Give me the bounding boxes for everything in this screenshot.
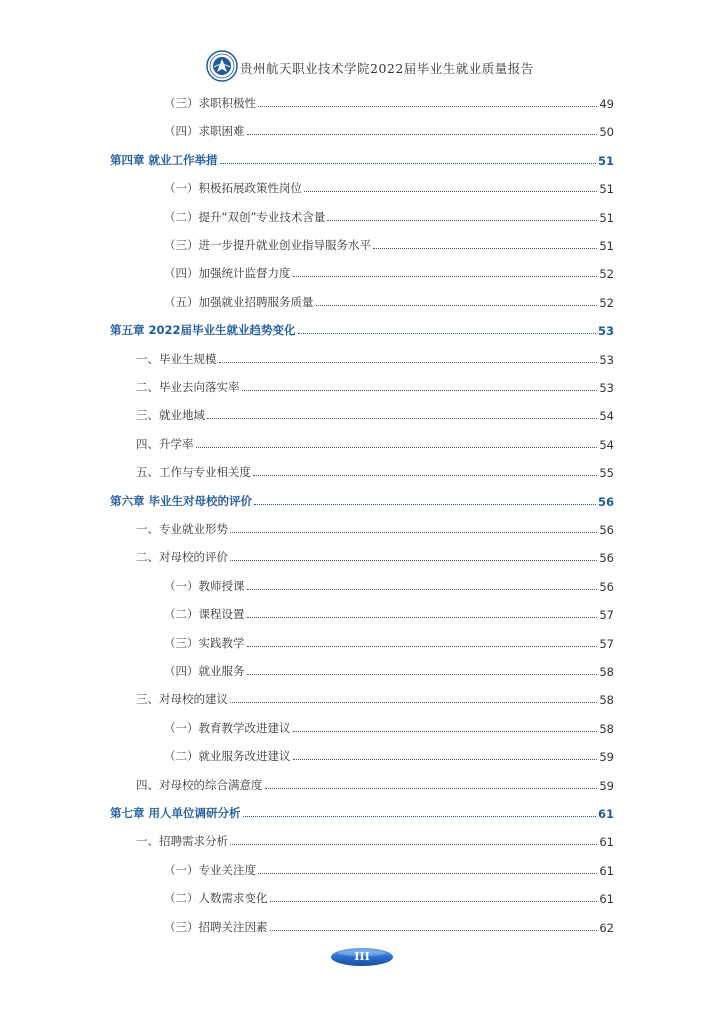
dot-leader [265, 787, 598, 789]
toc-chapter-entry[interactable] [110, 801, 614, 821]
toc-entry-page-number: 51 [599, 239, 614, 253]
dot-leader [247, 645, 598, 647]
toc-entry-page-number: 58 [599, 721, 614, 736]
toc-entry-page-number: 57 [599, 636, 614, 651]
toc-entry-label: 第六章 毕业生对母校的评价 [110, 493, 253, 508]
toc-entry-page-number: 59 [599, 750, 614, 765]
toc-entry-page-number: 56 [599, 523, 614, 537]
toc-entry[interactable] [136, 517, 614, 537]
toc-entry-page-number: 51 [597, 153, 614, 168]
toc-entry[interactable] [164, 205, 614, 225]
toc-entry[interactable] [136, 687, 614, 707]
dot-leader [298, 332, 596, 334]
toc-entry-label: 三、就业地域 [136, 408, 205, 423]
dot-leader [293, 275, 598, 277]
toc-entry-page-number: 56 [599, 551, 614, 566]
table-of-contents [0, 88, 724, 948]
toc-entry-label: 二、对母校的评价 [136, 550, 228, 565]
toc-entry-label: 第五章 2022届毕业生就业趋势变化 [110, 323, 296, 338]
toc-entry[interactable] [136, 773, 614, 793]
dot-leader [230, 701, 597, 703]
toc-entry[interactable] [164, 915, 614, 935]
dot-leader [247, 616, 598, 618]
dot-leader [258, 872, 597, 874]
school-emblem-icon [206, 50, 238, 82]
toc-entry-page-number: 61 [599, 863, 614, 878]
toc-chapter-entry[interactable] [110, 489, 614, 509]
toc-entry-label: 一、毕业生规模 [136, 351, 217, 366]
dot-leader [293, 730, 598, 732]
toc-chapter-entry[interactable] [110, 318, 614, 338]
toc-entry-label: （三）实践教学 [164, 635, 245, 650]
toc-entry-label: 第四章 就业工作举措 [110, 152, 218, 167]
dot-leader [207, 417, 597, 419]
toc-entry[interactable] [164, 290, 614, 310]
toc-entry[interactable] [164, 119, 614, 139]
toc-entry-page-number: 61 [599, 835, 614, 850]
dot-leader [220, 162, 596, 164]
toc-entry[interactable] [164, 233, 614, 253]
toc-entry-page-number: 58 [599, 693, 614, 708]
toc-entry[interactable] [164, 261, 614, 281]
toc-entry[interactable] [136, 375, 614, 395]
dot-leader [230, 559, 597, 561]
toc-entry-page-number: 59 [599, 778, 614, 793]
dot-leader [270, 929, 598, 931]
toc-entry-page-number: 56 [599, 579, 614, 594]
toc-entry-page-number: 61 [599, 892, 614, 907]
toc-entry[interactable] [164, 858, 614, 878]
dot-leader [247, 673, 598, 675]
toc-entry-label: 一、专业就业形势 [136, 522, 228, 536]
dot-leader [304, 190, 597, 192]
toc-entry[interactable] [164, 91, 614, 111]
toc-entry-label: 四、升学率 [136, 436, 194, 451]
toc-entry-page-number: 58 [599, 665, 614, 679]
dot-leader [230, 843, 597, 845]
toc-entry-label: （五）加强就业招聘服务质量 [164, 294, 314, 309]
toc-entry-label: 四、对母校的综合满意度 [136, 777, 263, 792]
dot-leader [316, 304, 598, 306]
toc-entry-label: （二）就业服务改进建议 [164, 749, 291, 764]
page-header [0, 50, 724, 84]
toc-entry-label: （二）课程设置 [164, 607, 245, 622]
toc-entry-label: 五、工作与专业相关度 [136, 465, 251, 480]
dot-leader [293, 758, 598, 760]
toc-entry[interactable] [136, 403, 614, 423]
page-number: III [354, 950, 370, 963]
toc-chapter-entry[interactable] [110, 148, 614, 168]
toc-entry-label: （一）教育教学改进建议 [164, 720, 291, 735]
toc-entry[interactable] [164, 716, 614, 736]
toc-entry-label: （二）提升“双创”专业技术含量 [164, 209, 326, 224]
dot-leader [327, 219, 597, 221]
toc-entry-label: （一）积极拓展政策性岗位 [164, 181, 302, 196]
toc-entry-label: 一、招聘需求分析 [136, 834, 228, 849]
toc-entry[interactable] [164, 602, 614, 622]
dot-leader [254, 503, 596, 505]
toc-entry-page-number: 54 [599, 409, 614, 424]
toc-entry-page-number: 52 [599, 295, 614, 310]
toc-entry[interactable] [164, 886, 614, 906]
toc-entry[interactable] [164, 574, 614, 594]
toc-entry[interactable] [164, 659, 614, 679]
toc-entry[interactable] [164, 176, 614, 196]
toc-entry-label: （二）人数需求变化 [164, 891, 268, 906]
toc-entry-page-number: 51 [599, 182, 614, 197]
toc-entry[interactable] [136, 829, 614, 849]
toc-entry-page-number: 57 [599, 608, 614, 623]
toc-entry-page-number: 53 [599, 381, 614, 395]
toc-entry-page-number: 50 [599, 125, 614, 140]
toc-entry-page-number: 53 [599, 352, 614, 367]
toc-entry-page-number: 56 [597, 494, 614, 509]
toc-entry-label: 三、对母校的建议 [136, 692, 228, 707]
toc-entry-label: 第七章 用人单位调研分析 [110, 806, 241, 820]
dot-leader [196, 446, 598, 448]
dot-leader [253, 474, 597, 476]
toc-entry[interactable] [136, 347, 614, 367]
dot-leader [373, 247, 597, 249]
dot-leader [242, 389, 598, 391]
dot-leader [247, 588, 598, 590]
toc-entry[interactable] [136, 545, 614, 565]
toc-entry-label: （一）专业关注度 [164, 862, 256, 877]
toc-entry-page-number: 52 [599, 267, 614, 282]
page-number-badge [330, 947, 394, 967]
dot-leader [258, 105, 597, 107]
toc-entry[interactable] [136, 432, 614, 452]
toc-entry[interactable] [164, 744, 614, 764]
dot-leader [247, 133, 598, 135]
toc-entry-label: （四）加强统计监督力度 [164, 266, 291, 281]
dot-leader [243, 815, 596, 817]
toc-entry-label: （一）教师授课 [164, 578, 245, 593]
toc-entry-label: （三）招聘关注因素 [164, 919, 268, 934]
dot-leader [219, 361, 598, 363]
report-title: 贵州航天职业技术学院2022届毕业生就业质量报告 [240, 61, 534, 76]
toc-entry-label: （三）进一步提升就业创业指导服务水平 [164, 238, 371, 252]
toc-entry[interactable] [164, 631, 614, 651]
toc-entry-page-number: 54 [599, 437, 614, 452]
toc-entry-label: 二、毕业去向落实率 [136, 380, 240, 394]
toc-entry-label: （三）求职积极性 [164, 96, 256, 110]
toc-entry-page-number: 62 [599, 920, 614, 935]
toc-entry-page-number: 61 [597, 807, 614, 821]
toc-entry-page-number: 53 [597, 324, 614, 339]
dot-leader [270, 900, 598, 902]
toc-entry-page-number: 51 [599, 210, 614, 225]
toc-entry-label: （四）就业服务 [164, 664, 245, 678]
toc-entry-page-number: 55 [599, 466, 614, 481]
toc-entry-page-number: 49 [599, 97, 614, 111]
toc-entry[interactable] [136, 460, 614, 480]
toc-entry-label: （四）求职困难 [164, 124, 245, 139]
dot-leader [230, 531, 597, 533]
